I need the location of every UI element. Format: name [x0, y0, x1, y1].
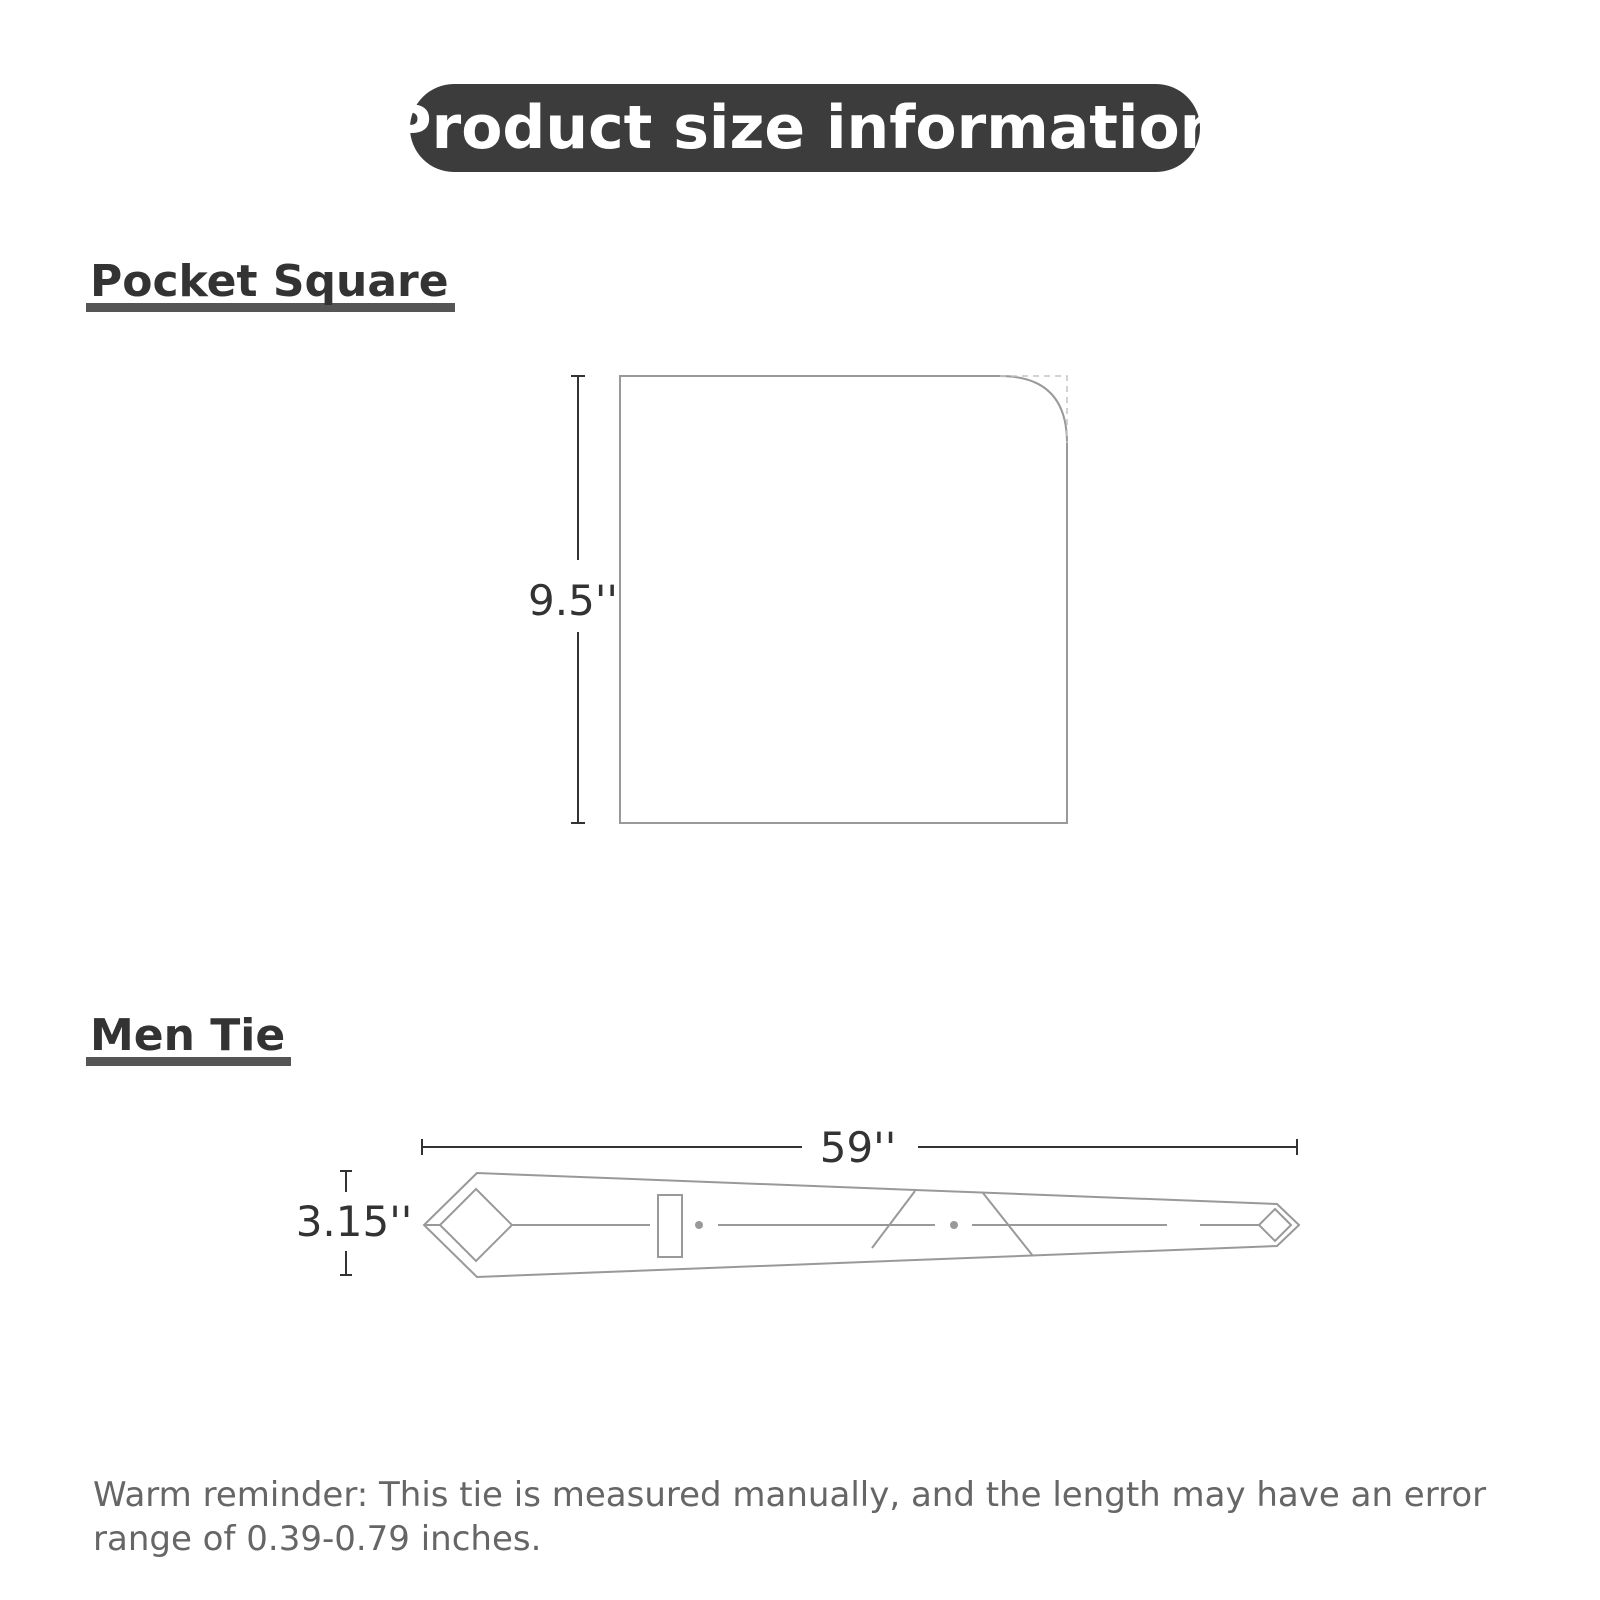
- pocket-square-outline: [620, 376, 1067, 823]
- men-tie-heading-text: Men Tie: [90, 1010, 286, 1061]
- tie-drawing: [424, 1173, 1299, 1277]
- tie-length-label: 59'': [819, 1123, 897, 1172]
- men-tie-heading: [90, 1010, 286, 1061]
- warm-reminder-text: Warm reminder: This tie is measured manually, and the length may have an error range of 0.39-0.79 inches.: [93, 1475, 1487, 1559]
- pocket-square-corner-guide: [1000, 376, 1067, 443]
- tie-width-dimension: [296, 1171, 413, 1275]
- page-title: Product size information: [410, 84, 1200, 172]
- pocket-square-height-dimension: [528, 376, 618, 823]
- tie-width-label: 3.15'': [295, 1197, 413, 1246]
- pocket-square-heading-text: Pocket Square: [90, 256, 449, 307]
- pocket-square-height-label: 9.5'': [528, 576, 618, 625]
- tie-label-loop: [658, 1195, 682, 1257]
- tie-length-dimension: [422, 1123, 1297, 1172]
- pocket-square-drawing: [620, 376, 1067, 823]
- pocket-square-heading: [90, 256, 449, 307]
- tie-stitch-dot-1: [695, 1221, 703, 1229]
- tie-stitch-dot-2: [950, 1221, 958, 1229]
